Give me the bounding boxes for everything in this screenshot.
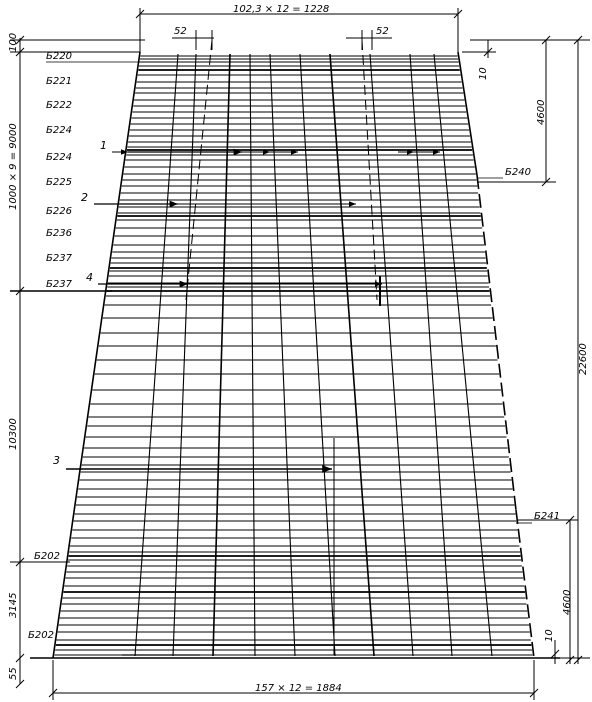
- bar-label-b224-a: Б224: [46, 125, 72, 136]
- wall-panel-outline: [30, 52, 560, 658]
- section-mark-labels: [53, 139, 107, 467]
- bar-label-b220: Б220: [46, 51, 72, 62]
- bottom-margin-text: 55: [8, 667, 19, 680]
- right-edge-lower: [516, 510, 534, 658]
- left-edge: [53, 52, 140, 658]
- gap-bottom-text: 10: [544, 629, 555, 642]
- bar-label-b237-b: Б237: [46, 279, 72, 290]
- right-lower-text: 4600: [562, 589, 573, 615]
- right-edge-middle: [477, 175, 516, 510]
- dashed-offset-left: [186, 40, 212, 300]
- bar-label-b236: Б236: [46, 228, 72, 239]
- gap-top-text: 10: [478, 67, 489, 80]
- bottom-width-text: 157 × 12 = 1884: [255, 683, 342, 694]
- bar-label-b226: Б226: [46, 206, 72, 217]
- section-mark-2: 2: [81, 191, 88, 204]
- dimension-texts: [8, 4, 589, 694]
- total-height-text: 22600: [578, 343, 589, 375]
- middle-zone-text: 10300: [8, 418, 19, 450]
- right-edge-upper: [458, 52, 477, 175]
- section-mark-1: 1: [100, 139, 107, 152]
- bar-label-b240: Б240: [505, 167, 531, 178]
- bar-label-b224-b: Б224: [46, 152, 72, 163]
- bar-label-b225: Б225: [46, 177, 72, 188]
- right-upper-text: 4600: [536, 99, 547, 125]
- top-width-text: 102,3 × 12 = 1228: [233, 4, 330, 15]
- lower-zone-text: 3145: [8, 592, 19, 618]
- bar-label-b202-a: Б202: [34, 551, 60, 562]
- vertical-bars: [122, 40, 492, 656]
- dashed-offset-right: [362, 40, 377, 300]
- bar-label-b237-a: Б237: [46, 253, 72, 264]
- section-mark-4: 4: [86, 271, 93, 284]
- bar-label-b202-b: Б202: [28, 630, 54, 641]
- bar-label-b241: Б241: [534, 511, 560, 522]
- bar-label-b222: Б222: [46, 100, 72, 111]
- offset-right-text: 52: [376, 26, 389, 37]
- top-margin-text: 100: [8, 32, 19, 52]
- upper-zone-text: 1000 × 9 = 9000: [8, 123, 19, 210]
- section-mark-3: 3: [53, 454, 60, 467]
- offset-left-text: 52: [174, 26, 187, 37]
- bar-label-b221: Б221: [46, 76, 72, 87]
